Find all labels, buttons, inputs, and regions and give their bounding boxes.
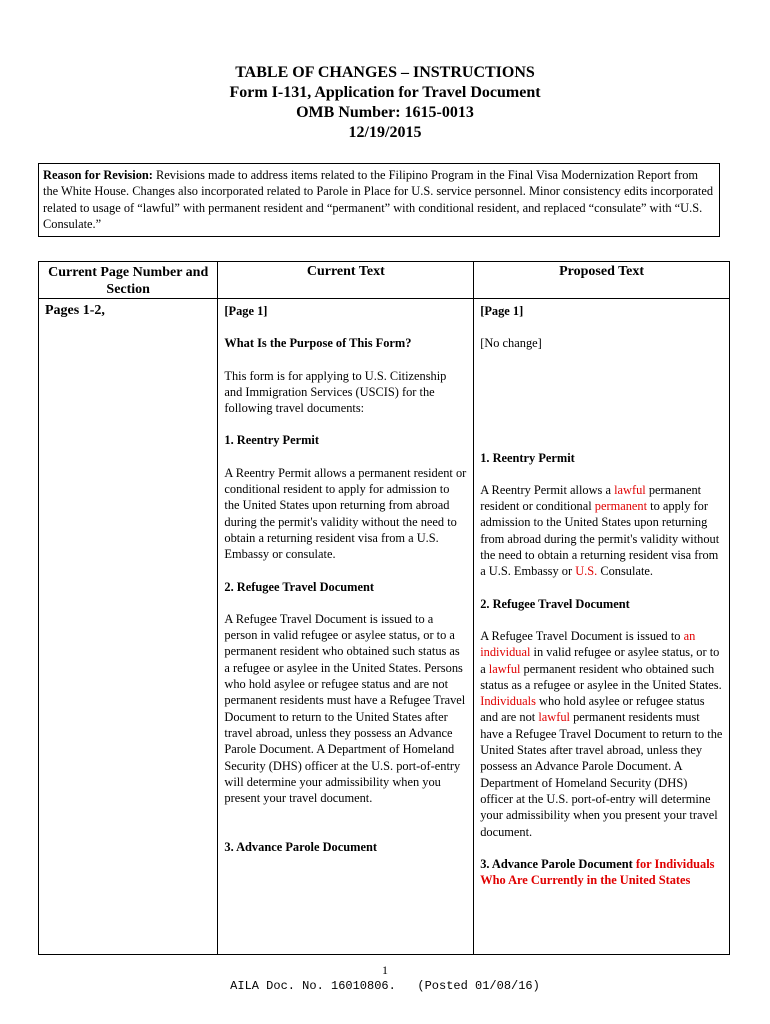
proposed-reentry-heading: 1. Reentry Permit — [480, 450, 575, 465]
title-line-1: TABLE OF CHANGES – INSTRUCTIONS — [235, 64, 535, 81]
current-refugee-text: A Refugee Travel Document is issued to a person in valid refugee or asylee status, or to a permanent resident who obtained such status as a refugee or asylee in the United States. Persons who hold asylee or refugee status and are not permanent residents must have a Refugee Travel Document to return to the United States after travel abroad, unless they possess an Advance Parole Document. A Department of Homeland Security (DHS) officer at the U.S. port-of-entry will determine your admissibility when you present your travel document. — [224, 611, 466, 806]
reason-label: Reason for Revision: — [43, 168, 153, 182]
inserted-text: lawful — [614, 482, 646, 497]
text-run: Consulate. — [597, 564, 653, 579]
aila-doc-number: AILA Doc. No. 16010806. (Posted 01/08/16) — [230, 979, 540, 993]
text-run: to apply for admission to the United States upon returning from abroad during the permit's validity without the need to obtain a returning resident visa from a U.S. Embassy or — [480, 499, 720, 579]
inserted-text: U.S. — [575, 564, 598, 579]
text-run: permanent residents must have a Refugee Travel Document to return to the United States after travel abroad, unless they possess an Advance Parole Document. A Department of Homeland Security (DHS) officer at the U.S. port-of-entry will determine your admissibility when you present your travel document. — [480, 710, 723, 839]
text-run: A Refugee Travel Document is issued to — [480, 628, 684, 643]
proposed-reentry-text — [480, 482, 723, 580]
document-title — [0, 63, 770, 143]
current-purpose-text: This form is for applying to U.S. Citizenship and Immigration Services (USCIS) for the following travel documents: — [224, 368, 447, 416]
inserted-text: Individuals — [480, 694, 536, 709]
title-line-3: OMB Number: 1615-0013 — [296, 104, 474, 121]
proposed-page-marker: [Page 1] — [480, 304, 524, 318]
pages-cell: Pages 1-2, — [39, 299, 218, 955]
proposed-text-cell — [474, 299, 730, 955]
inserted-text: for Individuals Who Are Currently in the United States — [480, 856, 715, 888]
reason-for-revision-box — [38, 163, 720, 237]
current-refugee-heading: 2. Refugee Travel Document — [224, 579, 374, 594]
proposed-parole-heading — [480, 856, 723, 889]
inserted-text: lawful — [538, 710, 570, 725]
proposed-refugee-heading: 2. Refugee Travel Document — [480, 596, 630, 611]
text-run: permanent resident who obtained such status as a refugee or asylee in the United States. — [480, 661, 722, 692]
title-line-4: 12/19/2015 — [348, 124, 422, 141]
inserted-text: lawful — [488, 661, 521, 676]
changes-table — [38, 261, 730, 955]
text-run: who hold asylee or refugee status and are not — [480, 694, 705, 725]
current-purpose-heading: What Is the Purpose of This Form? — [224, 336, 412, 351]
page-number: 1 — [382, 963, 388, 977]
col-header-page: Current Page Number and Section — [39, 262, 218, 299]
title-line-2: Form I-131, Application for Travel Document — [229, 84, 541, 101]
col-header-proposed: Proposed Text — [474, 262, 730, 299]
proposed-refugee-text — [480, 628, 723, 840]
text-run: in valid refugee or asylee status, or to a — [480, 645, 720, 676]
col-header-current: Current Text — [218, 262, 474, 299]
table-header-row — [39, 262, 730, 299]
current-text-cell — [218, 299, 474, 955]
reason-text: Revisions made to address items related to the Filipino Program in the Final Visa Modernization Report from the White House. Changes also incorporated related to Parole in Place for U.S. service personnel. Minor consistency edits incorporated related to usage of “lawful” with permanent resident and “permanent” with conditional resident, and replaced “consulate” with “U.S. Consulate.” — [43, 168, 714, 231]
text-run: permanent resident or conditional — [480, 482, 702, 514]
text-run: 3. Advance Parole Document — [480, 856, 633, 871]
current-reentry-text: A Reentry Permit allows a permanent resident or conditional resident to apply for admission to the United States upon returning from abroad during the permit's validity without the need to obtain a returning resident visa from a U.S. Embassy or consulate. — [224, 465, 467, 562]
current-parole-heading: 3. Advance Parole Document — [224, 840, 377, 855]
page-footer — [0, 962, 770, 994]
table-row — [39, 299, 730, 955]
inserted-text: permanent — [594, 499, 648, 514]
inserted-text: an individual — [480, 628, 696, 660]
text-run: A Reentry Permit allows a — [480, 482, 615, 497]
proposed-no-change: [No change] — [480, 336, 542, 351]
current-page-marker: [Page 1] — [224, 304, 268, 318]
current-reentry-heading: 1. Reentry Permit — [224, 433, 319, 448]
